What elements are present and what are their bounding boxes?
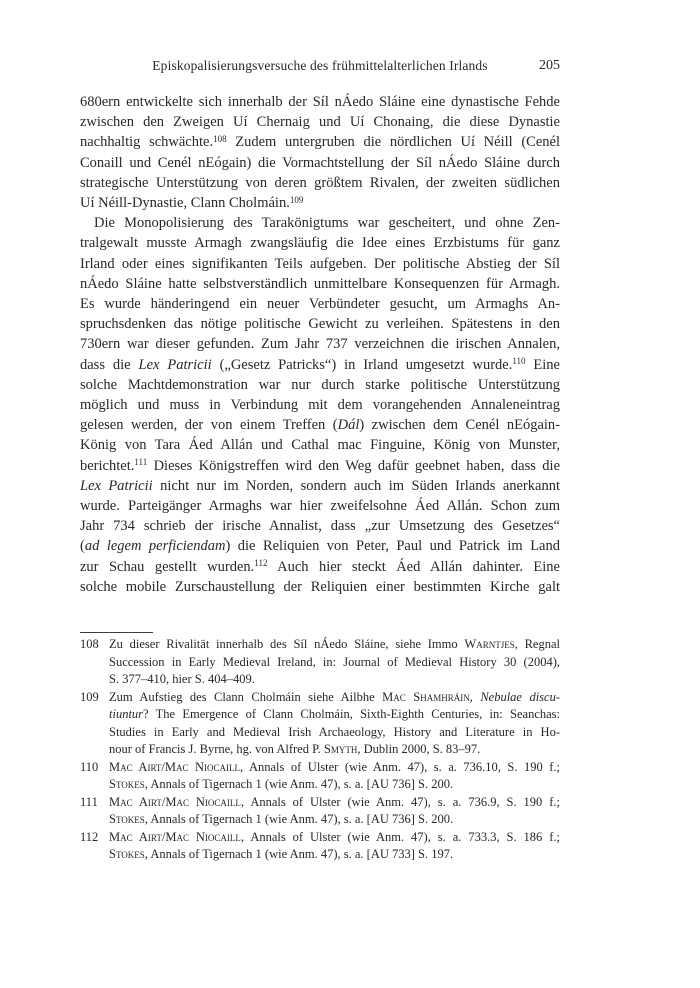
text-segment: Stokes bbox=[109, 847, 145, 861]
text-line bbox=[80, 173, 560, 193]
footnote-marker: 110 bbox=[512, 356, 526, 367]
text-segment: möglich und muss in Verbindung mit dem vorangehenden Annaleneintrag bbox=[80, 397, 560, 414]
text-segment: Succession in Early Medieval Ireland, in: Journal of Medieval History 30 (2004), bbox=[109, 654, 560, 669]
text-segment: Mac Airt bbox=[109, 829, 162, 844]
text-line bbox=[80, 355, 560, 375]
footnote-marker: 112 bbox=[254, 558, 268, 569]
text-segment: gelesen werden, der von einem Treffen ( bbox=[80, 417, 338, 434]
text-line bbox=[80, 314, 560, 334]
text-line bbox=[80, 415, 560, 435]
text-segment: Mac Shamhráin bbox=[382, 689, 470, 704]
text-segment: tiuntur bbox=[109, 707, 144, 721]
text-line bbox=[80, 92, 560, 112]
text-segment: , Dublin 2000, S. 83–97. bbox=[357, 742, 481, 756]
text-segment: Eine bbox=[525, 356, 560, 373]
footnote-line bbox=[80, 759, 560, 777]
text-segment: / bbox=[161, 794, 166, 809]
footnote-line bbox=[80, 741, 560, 759]
text-segment: Zu dieser Rivalität innerhalb des Síl nÁedo Sláine, siehe Immo bbox=[109, 637, 465, 651]
footnote-line bbox=[80, 776, 560, 794]
text-segment: Die Monopolisierung des Tarakönigtums war gescheitert, und ohne Zen- bbox=[94, 215, 560, 232]
text-line bbox=[80, 274, 560, 294]
footnote-line bbox=[80, 636, 560, 654]
footnote bbox=[80, 689, 560, 759]
footnote-number: 108 bbox=[80, 637, 99, 651]
footnote bbox=[80, 759, 560, 794]
footnote-line bbox=[80, 811, 560, 829]
text-segment: Mac Airt bbox=[109, 794, 162, 809]
text-line bbox=[80, 496, 560, 516]
text-segment: Uí Néill-Dynastie, Clann Cholmáin. bbox=[80, 195, 290, 212]
text-segment: Warntjes bbox=[464, 637, 515, 651]
running-head-title: Episkopalisierungsversuche des frühmittelalterlichen Irlands bbox=[152, 58, 488, 73]
footnote-line bbox=[80, 671, 560, 689]
footnote-marker: 108 bbox=[213, 133, 227, 144]
text-segment: , Annals of Ulster (wie Anm. 47), s. a. 733.3, S. 186 f.; bbox=[240, 829, 560, 844]
text-segment: dass die bbox=[80, 356, 139, 373]
text-segment: berichtet. bbox=[80, 457, 135, 474]
body-text bbox=[80, 92, 560, 597]
footnote-number: 109 bbox=[80, 689, 99, 704]
text-segment: Mac Airt bbox=[109, 759, 162, 774]
text-line bbox=[80, 153, 560, 173]
text-line bbox=[80, 395, 560, 415]
text-segment: Jahr 734 schrieb der irische Annalist, dass „zur Umsetzung des Gesetzes“ bbox=[80, 518, 560, 535]
text-line bbox=[80, 254, 560, 274]
text-line bbox=[80, 516, 560, 536]
text-line bbox=[80, 112, 560, 132]
text-segment: 730ern war dieser gefunden. Zum Jahr 737 verzeichnen die irischen Annalen, bbox=[80, 336, 560, 353]
text-line bbox=[80, 334, 560, 354]
text-line bbox=[80, 193, 560, 213]
text-segment: 680ern entwickelte sich innerhalb der Síl nÁedo Sláine eine dynastische Fehde bbox=[80, 94, 560, 110]
text-segment: nachhaltig schwächte. bbox=[80, 134, 214, 151]
text-segment: Es wurde händeringend ein neuer Verbündeter gesucht, um Armaghs An- bbox=[80, 296, 560, 313]
text-segment: strategische Unterstützung von deren größtem Rivalen, der zweiten südlichen bbox=[80, 174, 560, 191]
text-segment: nÁedo Sláine hatte selbstverständlich unmittelbare Konsequenzen für Armagh. bbox=[80, 275, 560, 292]
text-segment: Zudem untergruben die nördlichen Uí Néill (Cenél bbox=[226, 134, 560, 151]
text-segment: solche mobile Zurschaustellung der Reliquien einer bestimmten Kirche galt bbox=[80, 578, 560, 595]
text-segment: nicht nur im Norden, sondern auch im Süden Irlands anerkannt bbox=[152, 477, 560, 494]
text-line bbox=[80, 536, 560, 556]
footnote-line bbox=[80, 689, 560, 707]
text-segment: nour of Francis J. Byrne, hg. von Alfred P. bbox=[109, 742, 324, 756]
text-line bbox=[80, 294, 560, 314]
text-segment: Smyth bbox=[323, 742, 358, 756]
text-segment: , Annals of Tigernach 1 (wie Anm. 47), s. a. [AU 736] S. 200. bbox=[144, 812, 454, 826]
text-segment: , Annals of Tigernach 1 (wie Anm. 47), s. a. [AU 733] S. 197. bbox=[144, 847, 454, 861]
text-line bbox=[80, 132, 560, 152]
text-segment: König von Tara Áed Allán und Cathal mac Finguine, König von Munster, bbox=[80, 437, 560, 454]
text-line bbox=[80, 233, 560, 253]
text-segment: , Annals of Tigernach 1 (wie Anm. 47), s. a. [AU 736] S. 200. bbox=[144, 777, 454, 791]
footnote-marker: 111 bbox=[134, 457, 148, 468]
paragraph bbox=[80, 213, 560, 597]
footnote bbox=[80, 794, 560, 829]
text-segment: Nebulae discu- bbox=[480, 689, 560, 704]
text-segment: Conaill und Cenél nEógain) die Vormachtstellung der Síl nÁedo Sláine durch bbox=[80, 154, 560, 171]
footnote-number: 111 bbox=[80, 794, 98, 809]
text-segment: Dál bbox=[337, 417, 360, 434]
text-segment: Lex Patricii bbox=[138, 356, 212, 373]
paragraph bbox=[80, 92, 560, 213]
text-segment: , Regnal bbox=[514, 637, 560, 651]
text-segment: ad legem perficiendam bbox=[84, 538, 226, 555]
footnote bbox=[80, 636, 560, 689]
text-segment: , Annals of Ulster (wie Anm. 47), s. a. 736.9, S. 190 f.; bbox=[240, 794, 560, 809]
text-segment: wurde. Parteigänger Armaghs war hier zweifelsohne Áed Allán. Schon zum bbox=[80, 498, 560, 515]
text-segment: solche Machtdemonstration war nur durch starke politische Unterstützung bbox=[80, 376, 560, 393]
text-segment: , Annals of Ulster (wie Anm. 47), s. a. 736.10, S. 190 f.; bbox=[240, 759, 560, 774]
text-line bbox=[80, 456, 560, 476]
footnote-line bbox=[80, 794, 560, 812]
text-segment: tralgewalt musste Armagh zwangsläufig die Idee eines Erzbistums für ganz bbox=[80, 235, 560, 252]
footnote bbox=[80, 829, 560, 864]
footnote-line bbox=[80, 846, 560, 864]
footnote-separator bbox=[80, 632, 153, 633]
text-segment: / bbox=[161, 829, 166, 844]
text-line bbox=[80, 375, 560, 395]
text-segment: Mac Niocaill bbox=[165, 829, 241, 844]
text-segment: Stokes bbox=[109, 812, 145, 826]
page-header bbox=[80, 57, 560, 75]
text-segment: / bbox=[161, 759, 165, 774]
text-segment: S. 377–410, hier S. 404–409. bbox=[109, 672, 255, 686]
text-line bbox=[80, 577, 560, 597]
text-segment: zwischen den Zweigen Uí Chernaig und Uí Chonaing, die diese Dynastie bbox=[80, 114, 560, 131]
text-segment: ) zwischen dem Cenél nEógain- bbox=[359, 417, 560, 434]
text-segment: Mac Niocaill bbox=[164, 759, 241, 774]
footnote-line bbox=[80, 706, 560, 724]
text-segment: Lex Patricii bbox=[80, 477, 153, 494]
text-segment: , bbox=[469, 689, 481, 704]
footnote-number: 110 bbox=[80, 759, 99, 774]
text-segment: ? The Emergence of Clann Cholmáin, Sixth-Eighth Centuries, in: Seanchas: bbox=[143, 707, 560, 721]
text-segment: Dieses Königstreffen wird den Weg dafür geebnet haben, dass die bbox=[147, 457, 560, 474]
text-segment: Irland oder eines signifikanten Teils aufgeben. Der politische Abstieg der Síl bbox=[80, 255, 560, 272]
text-segment: Stokes bbox=[109, 777, 145, 791]
text-line bbox=[80, 476, 560, 496]
text-segment: Mac Niocaill bbox=[165, 794, 241, 809]
text-segment: zur Schau gestellt wurden. bbox=[80, 558, 255, 575]
page-number: 205 bbox=[539, 58, 560, 73]
text-segment: Zum Aufstieg des Clann Cholmáin siehe Ailbhe bbox=[109, 689, 383, 704]
footnote-marker: 109 bbox=[289, 194, 304, 205]
text-segment: ( bbox=[80, 538, 85, 555]
text-segment: Studies in Early and Medieval Irish Archaeology, History and Literature in Ho- bbox=[109, 724, 560, 739]
footnote-line bbox=[80, 654, 560, 672]
text-segment: Auch hier steckt Áed Allán dahinter. Eine bbox=[267, 558, 560, 575]
footnote-line bbox=[80, 724, 560, 742]
footnote-line bbox=[80, 829, 560, 847]
text-segment: spruchsdenken das nötige politische Gewicht zu verleihen. Spätestens in den bbox=[80, 316, 560, 333]
text-segment: („Gesetz Patricks“) in Irland umgesetzt wurde. bbox=[211, 356, 513, 373]
text-line bbox=[80, 435, 560, 455]
footnote-number: 112 bbox=[80, 829, 99, 844]
text-line bbox=[80, 557, 560, 577]
text-segment: ) die Reliquien von Peter, Paul und Patrick im Land bbox=[225, 538, 560, 555]
text-line bbox=[80, 213, 560, 233]
footnotes-list bbox=[80, 636, 560, 864]
